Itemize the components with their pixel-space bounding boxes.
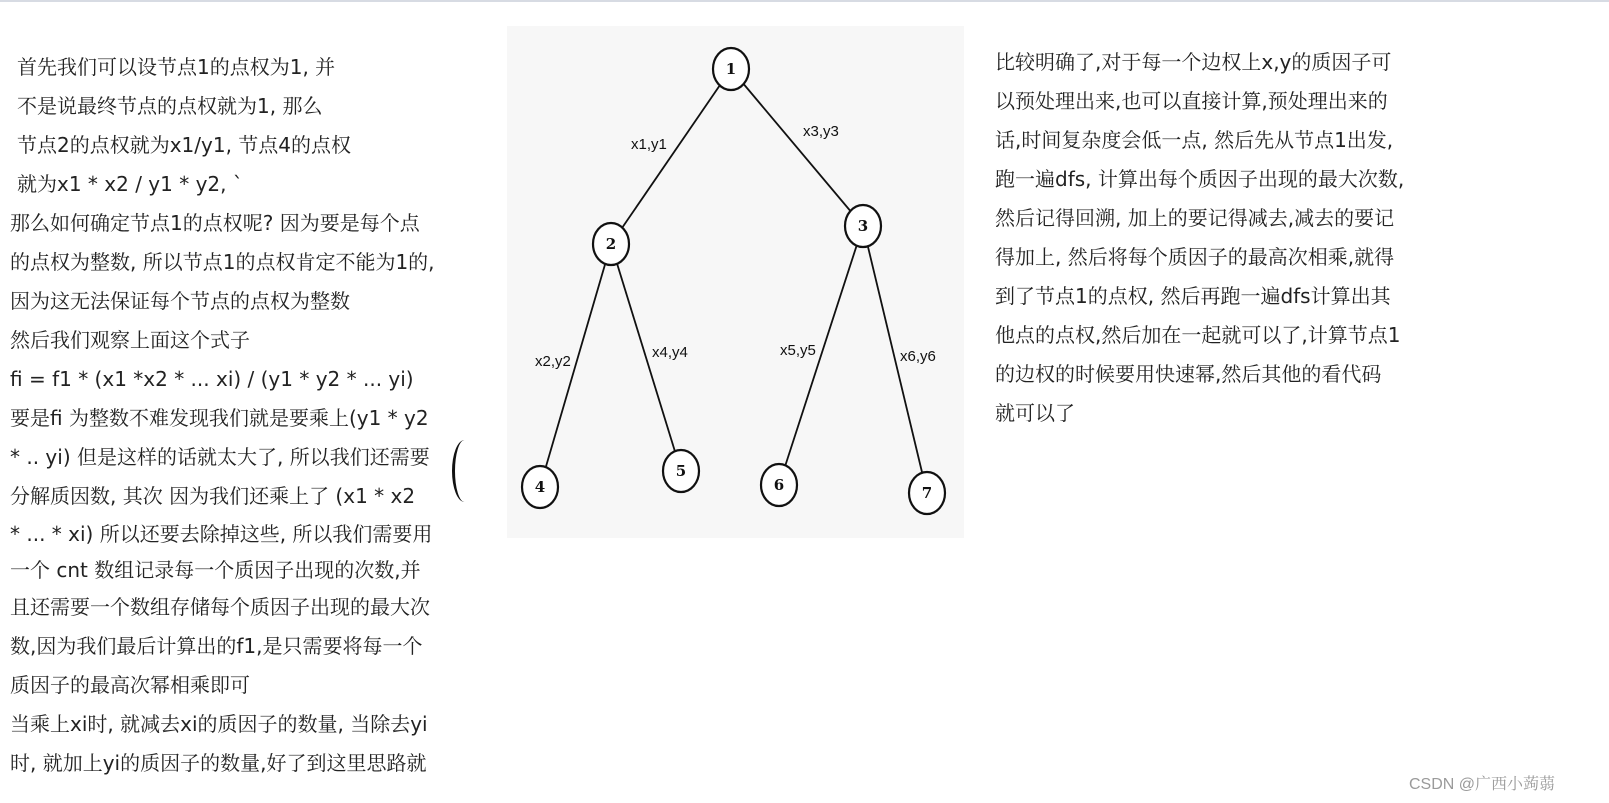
node-6-label: 6	[773, 476, 785, 494]
text-line: 然后记得回溯, 加上的要记得减去,减去的要记	[995, 206, 1395, 230]
text-line: 跑一遍dfs, 计算出每个质因子出现的最大次数,	[995, 167, 1405, 191]
text-line: 当乘上xi时, 就减去xi的质因子的数量, 当除去yi	[10, 712, 428, 736]
text-line: 质因子的最高次幂相乘即可	[10, 673, 250, 697]
right-text-column	[995, 43, 1455, 433]
text-line: 数,因为我们最后计算出的f1,是只需要将每一个	[10, 634, 423, 658]
text-line: * ... * xi) 所以还要去除掉这些, 所以我们需要用	[10, 522, 433, 546]
left-text-column	[10, 48, 485, 783]
text-line: 因为这无法保证每个节点的点权为整数	[10, 289, 350, 313]
node-2-label: 2	[605, 235, 617, 253]
node-1-label: 1	[725, 60, 737, 78]
text-line: 的点权为整数, 所以节点1的点权肯定不能为1的,	[10, 250, 435, 274]
text-line: 一个 cnt 数组记录每一个质因子出现的次数,并	[10, 558, 421, 582]
text-line: 然后我们观察上面这个式子	[10, 328, 250, 352]
edge-label-2-4: x2,y2	[535, 353, 571, 370]
edge-label-1-2: x1,y1	[631, 136, 667, 153]
top-border	[0, 0, 1609, 2]
handwritten-paren-mark	[452, 440, 477, 502]
edge-label-2-5: x4,y4	[652, 344, 688, 361]
text-line: 要是fi 为整数不难发现我们就是要乘上(y1 * y2	[10, 406, 429, 430]
text-line: 的边权的时候要用快速幂,然后其他的看代码	[995, 362, 1382, 386]
formula-line: fi = f1 * (x1 *x2 * ... xi) / (y1 * y2 * ... yi)	[10, 367, 414, 391]
text-line: 节点2的点权就为x1/y1, 节点4的点权	[17, 133, 352, 157]
text-line: 他点的点权,然后加在一起就可以了,计算节点1	[995, 323, 1401, 347]
text-line: 到了节点1的点权, 然后再跑一遍dfs计算出其	[995, 284, 1391, 308]
text-line: 话,时间复杂度会低一点, 然后先从节点1出发,	[995, 128, 1394, 152]
edge-1-3	[731, 69, 863, 226]
edge-label-3-6: x5,y5	[780, 342, 816, 359]
edge-label-1-3: x3,y3	[803, 123, 839, 140]
tree-diagram-figure	[507, 26, 964, 538]
text-line: 比较明确了,对于每一个边权上x,y的质因子可	[995, 50, 1392, 74]
text-line: 不是说最终节点的点权就为1, 那么	[17, 94, 323, 118]
node-5-label: 5	[675, 462, 687, 480]
node-7-label: 7	[921, 484, 933, 502]
text-line: 首先我们可以设节点1的点权为1, 并	[17, 55, 336, 79]
node-3-label: 3	[857, 217, 869, 235]
text-line: 就为x1 * x2 / y1 * y2, `	[17, 172, 243, 196]
text-line: 那么如何确定节点1的点权呢? 因为要是每个点	[10, 211, 420, 235]
edge-label-3-7: x6,y6	[900, 348, 936, 365]
text-line: 就可以了	[995, 401, 1075, 425]
text-line: 且还需要一个数组存储每个质因子出现的最大次	[10, 595, 430, 619]
node-4-label: 4	[534, 478, 546, 496]
text-line: * .. yi) 但是这样的话就太大了, 所以我们还需要	[10, 445, 430, 469]
text-line: 得加上, 然后将每个质因子的最高次相乘,就得	[995, 245, 1395, 269]
csdn-watermark: CSDN @广西小蒟蒻	[1408, 776, 1555, 793]
text-line: 时, 就加上yi的质因子的数量,好了到这里思路就	[10, 751, 427, 775]
text-line: 以预处理出来,也可以直接计算,预处理出来的	[995, 89, 1388, 113]
text-line: 分解质因数, 其次 因为我们还乘上了 (x1 * x2	[10, 484, 416, 508]
edge-1-2	[611, 69, 731, 244]
tree-diagram	[507, 26, 964, 538]
